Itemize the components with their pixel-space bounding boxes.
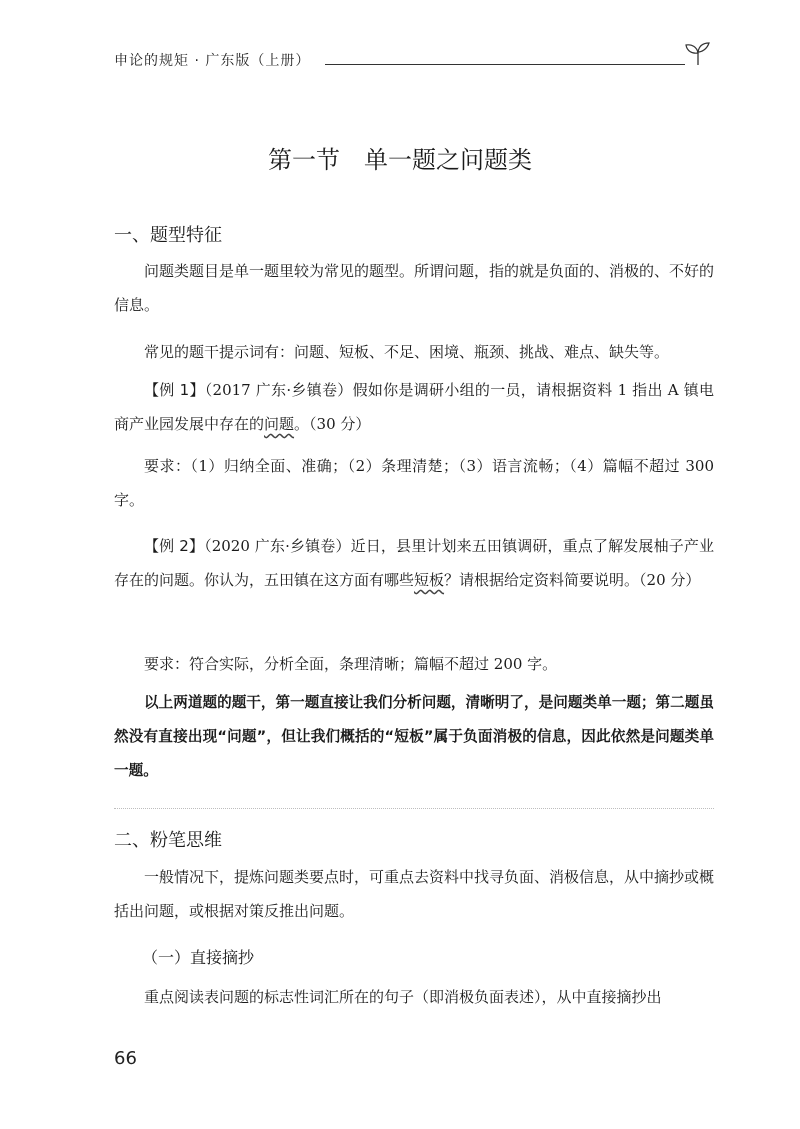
heading-question-type: 一、题型特征 [114,225,222,246]
paragraph-keywords: 常见的题干提示词有：问题、短板、不足、困境、瓶颈、挑战、难点、缺失等。 [144,343,670,361]
example-1-marked-word: 问题 [264,415,295,433]
example-1-requirements: 要求：（1）归纳全面、准确；（2）条理清楚；（3）语言流畅；（4）篇幅不超过 300 字。 [114,457,714,509]
paragraph-definition: 问题类题目是单一题里较为常见的题型。所谓问题，指的就是负面的、消极的、不好的信息。 [114,262,715,314]
example-1 [114,373,714,441]
example-2-tag: 【例 2】 [144,537,205,555]
example-2-marked-word: 短板 [414,571,445,589]
example-1-tail: 。（30 分） [294,415,371,433]
header-rule [325,64,685,65]
page-number: 66 [114,1048,137,1069]
sprout-icon [683,40,713,66]
example-1-tag: 【例 1】 [144,381,205,399]
summary-paragraph: 以上两道题的题干，第一题直接让我们分析问题，清晰明了，是问题类单一题；第二题虽然没有直接出现“问题”，但让我们概括的“短板”属于负面消极的信息，因此依然是问题类单一题。 [114,694,714,779]
example-2-text: （2020 广东·乡镇卷）近日，县里计划来五田镇调研，重点了解发展柚子产业存在的问题。你认为，五田镇在这方面有哪些 [114,537,715,589]
example-2-tail: ？请根据给定资料简要说明。（20 分） [444,571,701,589]
paragraph-direct-copy: 重点阅读表问题的标志性词汇所在的句子（即消极负面表述），从中直接摘抄出 [144,988,662,1006]
running-header: 申论的规矩 · 广东版（上册） [114,53,311,69]
example-1-text: （2017 广东·乡镇卷）假如你是调研小组的一员，请根据资料 1 指出 A 镇电商产业园发展中存在的 [114,381,714,433]
section-title: 第一节 单一题之问题类 [268,146,532,174]
heading-fenbi-thinking: 二、粉笔思维 [114,830,222,851]
example-2-requirements: 要求：符合实际，分析全面，条理清晰；篇幅不超过 200 字。 [144,655,558,673]
paragraph-method: 一般情况下，提炼问题类要点时，可重点去资料中找寻负面、消极信息，从中摘抄或概括出问题，或根据对策反推出问题。 [114,868,715,920]
subheading-direct-copy: （一）直接摘抄 [142,948,255,967]
section-divider [114,808,714,809]
example-2 [114,529,714,597]
